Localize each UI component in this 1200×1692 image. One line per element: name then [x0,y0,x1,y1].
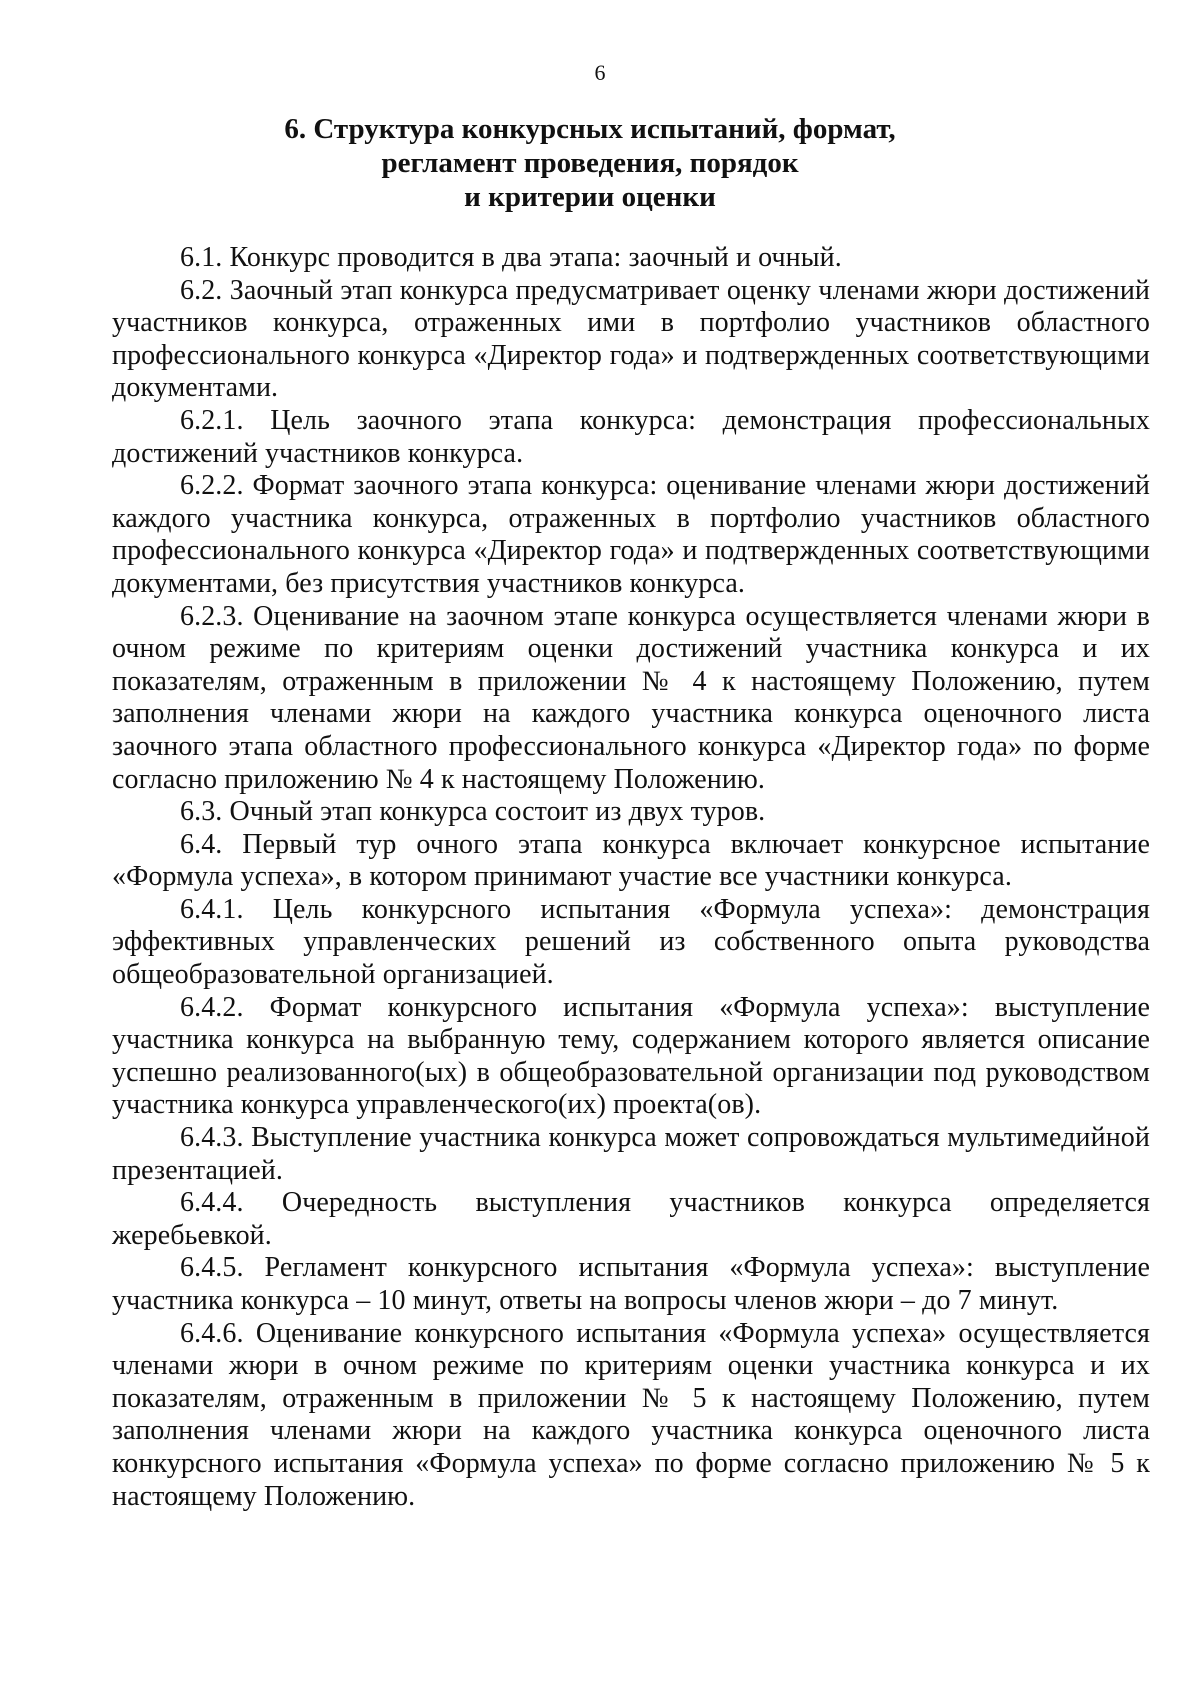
section-title [230,112,950,214]
paragraph-6-4-5: 6.4.5. Регламент конкурсного испытания «Формула успеха»: выступление участника конкурса – 10 минут, ответы на вопросы членов жюри – до 7 минут. [112,1252,1150,1316]
paragraph-6-4-1: 6.4.1. Цель конкурсного испытания «Формула успеха»: демонстрация эффективных управленческих решений из собственного опыта руководства общеобразовательной организацией. [112,893,1150,991]
page-number: 6 [594,60,606,85]
paragraph-6-3: 6.3. Очный этап конкурса состоит из двух туров. [180,796,766,828]
paragraph-6-2: 6.2. Заочный этап конкурса предусматривает оценку членами жюри достижений участников конкурса, отраженных ими в портфолио участников областного профессионального конкурса «Директор года» и подтвержденных соответствующими документами. [112,274,1150,404]
paragraph-6-1: 6.1. Конкурс проводится в два этапа: заочный и очный. [180,242,842,273]
paragraph-6-4-2: 6.4.2. Формат конкурсного испытания «Формула успеха»: выступление участника конкурса на выбранную тему, содержанием которого является описание успешно реализованного(ых) в общеобразовательной организации под руководством участника конкурса управленческого(их) проекта(ов). [112,991,1150,1121]
paragraph-6-2-2: 6.2.2. Формат заочного этапа конкурса: оценивание членами жюри достижений каждого участника конкурса, отраженных в портфолио участников областного профессионального конкурса «Директор года» и подтвержденных соответствующими документами, без присутствия участников конкурса. [112,470,1150,599]
paragraph-6-4-6: 6.4.6. Оценивание конкурсного испытания «Формула успеха» осуществляется членами жюри в очном режиме по критериям оценки участника конкурса и их показателям, отраженным в приложении № 5 к настоящему Положению, путем заполнения членами жюри на каждого участника конкурса оценочного листа конкурсного испытания «Формула успеха» по форме согласно приложению № 5 к настоящему Положению. [112,1317,1150,1512]
paragraph-6-2-3: 6.2.3. Оценивание на заочном этапе конкурса осуществляется членами жюри в очном режиме по критериям оценки достижений участника конкурса и их показателям, отраженным в приложении № 4 к настоящему Положению, путем заполнения членами жюри на каждого участника конкурса оценочного листа заочного этапа областного профессионального конкурса «Директор года» по форме согласно приложению № 4 к настоящему Положению. [112,600,1150,795]
paragraph-6-4-3: 6.4.3. Выступление участника конкурса может сопровождаться мультимедийной презентацией. [112,1122,1150,1186]
section-title-line: 6. Структура конкурсных испытаний, формат, [284,113,896,145]
paragraph-6-4-4: 6.4.4. Очередность выступления участников конкурса определяется жеребьевкой. [112,1187,1150,1251]
paragraph-6-2-1: 6.2.1. Цель заочного этапа конкурса: демонстрация профессиональных достижений участников конкурса. [112,404,1150,469]
section-title-line: и критерии оценки [464,181,716,213]
section-title-line: регламент проведения, порядок [381,147,799,179]
paragraph-6-4: 6.4. Первый тур очного этапа конкурса включает конкурсное испытание «Формула успеха», в котором принимают участие все участники конкурса. [112,828,1150,893]
document-body [112,242,1150,1513]
